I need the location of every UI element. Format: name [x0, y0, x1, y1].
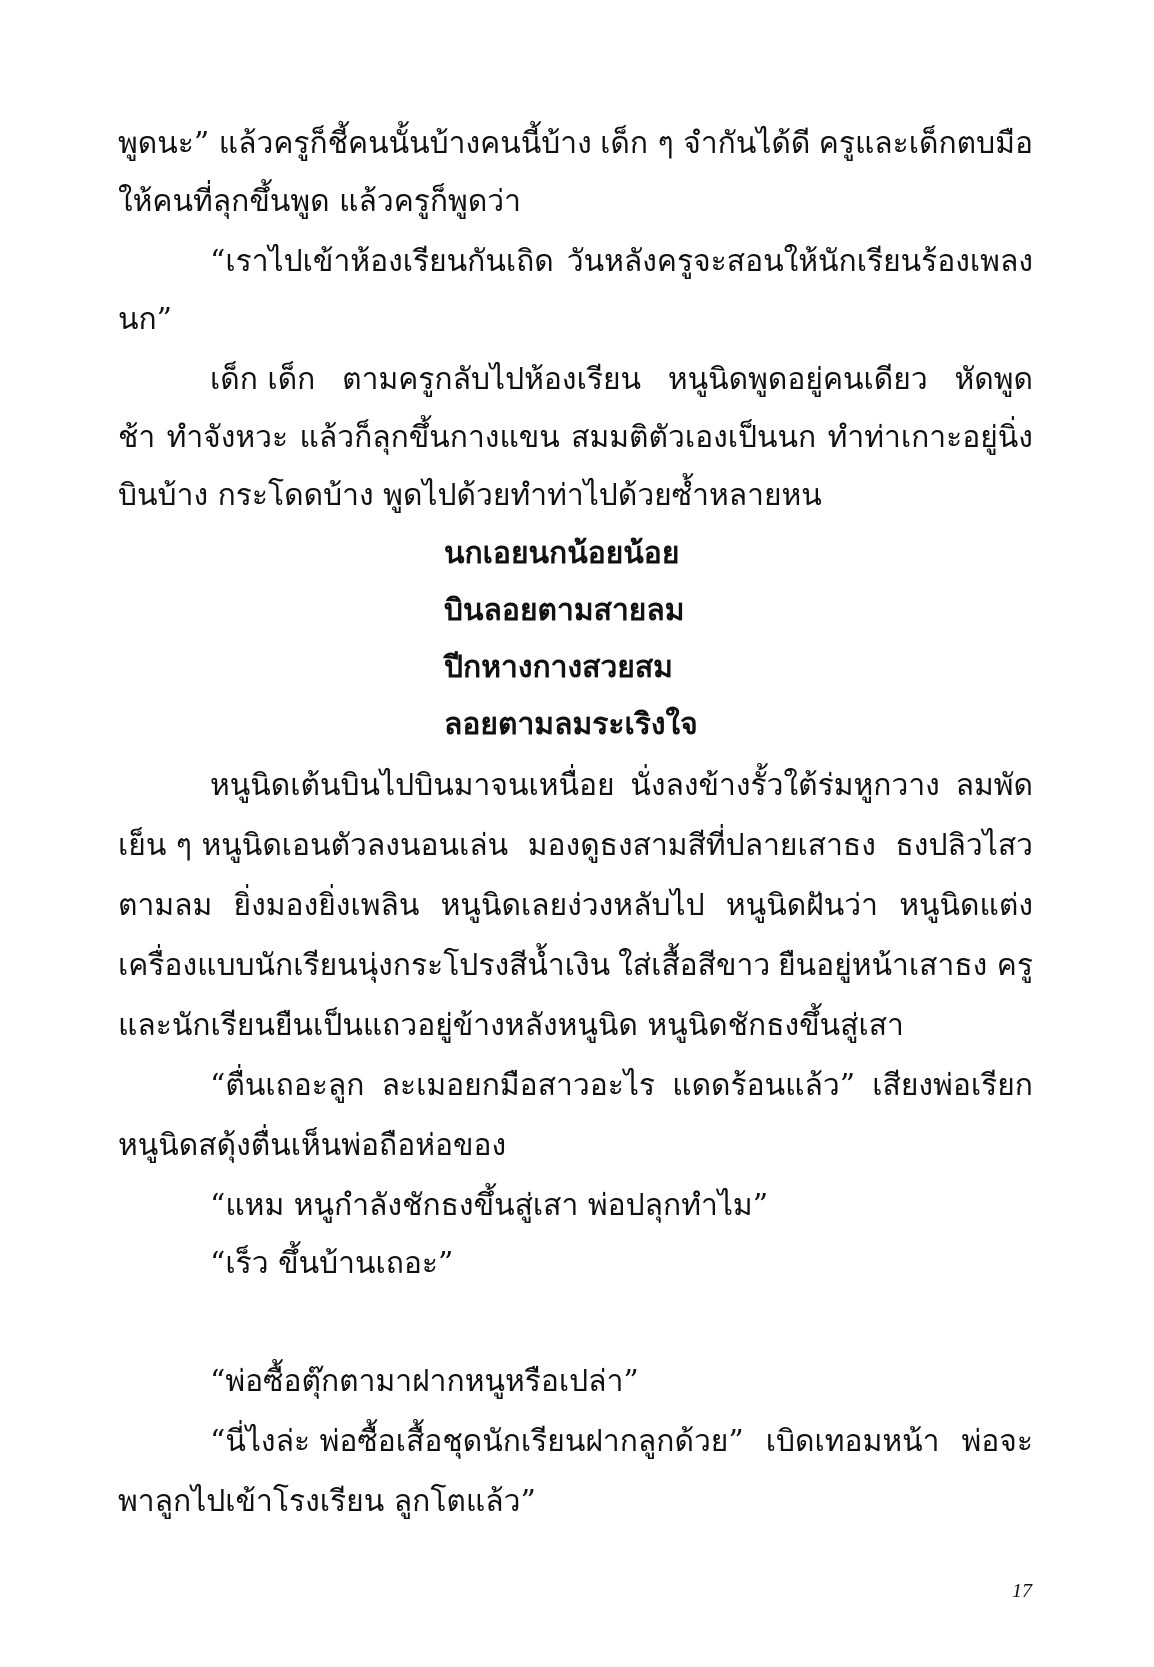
text-segment: หนูนิดฝันว่า	[725, 888, 878, 923]
paragraph-1-line-2: ให้คนที่ลุกขึ้นพูด แล้วครูก็พูดว่า	[118, 184, 521, 219]
text-segment: พูดนะ” แล้วครูก็ชี้คนนั้นบ้างคนนี้บ้าง	[118, 126, 592, 161]
text-segment: หนูนิดแต่ง	[899, 888, 1033, 923]
paragraph-4-line-5: และนักเรียนยืนเป็นแถวอยู่ข้างหลังหนูนิด หนูนิดชักธงขึ้นสู่เสา	[118, 1008, 904, 1043]
text-segment: ทำท่าเกาะอยู่นิ่ง	[827, 420, 1033, 455]
paragraph-6-line-2: พาลูกไปเข้าโรงเรียน ลูกโตแล้ว”	[118, 1484, 536, 1519]
paragraph-4-line-4	[118, 944, 1033, 988]
dialogue-line-2: “เร็ว ขึ้นบ้านเถอะ”	[210, 1246, 454, 1281]
text-segment: ยืนอยู่หน้าเสาธง ครู	[778, 948, 1033, 983]
verse-line-2: บินลอยตามสายลม	[444, 593, 685, 628]
text-segment: ตามครูกลับไปห้องเรียน	[342, 362, 642, 397]
paragraph-3-line-1	[210, 358, 1033, 402]
text-segment: แดดร้อนแล้ว”	[672, 1068, 856, 1103]
paragraph-4-line-2	[118, 824, 1033, 868]
text-segment: พ่อจะ	[961, 1424, 1033, 1459]
text-segment: หนูนิดเลยง่วงหลับไป	[440, 888, 705, 923]
paragraph-4-line-3	[118, 884, 1033, 928]
verse-line-4: ลอยตามลมระเริงใจ	[444, 707, 698, 742]
text-segment: เย็น ๆ หนูนิดเอนตัวลงนอนเล่น	[118, 828, 509, 863]
text-segment: ธงปลิวไสว	[895, 828, 1033, 863]
dialogue-line-3: “พ่อซื้อตุ๊กตามาฝากหนูหรือเปล่า”	[210, 1364, 639, 1399]
text-segment: หนูนิดเต้นบินไปบินมาจนเหนื่อย	[210, 768, 615, 803]
text-segment: “เราไปเข้าห้องเรียนกันเถิด	[210, 244, 554, 279]
paragraph-2-line-1	[210, 240, 1033, 284]
text-segment: เสียงพ่อเรียก	[872, 1068, 1033, 1103]
verse-line-3: ปีกหางกางสวยสม	[444, 650, 673, 685]
text-segment: ยิ่งมองยิ่งเพลิน	[233, 888, 420, 923]
text-segment: นั่งลงข้างรั้วใต้ร่มหูกวาง	[630, 768, 940, 803]
paragraph-5-line-2: หนูนิดสดุ้งตื่นเห็นพ่อถือห่อของ	[118, 1128, 507, 1163]
text-segment: “ตื่นเถอะลูก	[210, 1068, 365, 1103]
text-segment: วันหลังครูจะสอนให้นักเรียนร้องเพลง	[566, 244, 1033, 279]
text-segment: เบิดเทอมหน้า	[765, 1424, 940, 1459]
text-segment: เด็ก เด็ก	[210, 362, 316, 397]
text-segment: หนูนิดพูดอยู่คนเดียว	[667, 362, 928, 397]
text-segment: ใส่เสื้อสีขาว	[618, 948, 771, 983]
paragraph-5-line-1	[210, 1064, 1033, 1108]
page-number: 17	[1012, 1580, 1032, 1602]
text-segment: “นี่ไงล่ะ พ่อซื้อเสื้อชุดนักเรียนฝากลูกด้วย”	[210, 1424, 744, 1459]
paragraph-3-line-2	[118, 416, 1033, 460]
text-segment: เครื่องแบบนักเรียนนุ่งกระโปรงสีน้ำเงิน	[118, 948, 611, 983]
text-segment: แล้วก็ลุกขึ้นกางแขน	[299, 420, 560, 455]
paragraph-2-line-2: นก”	[118, 302, 173, 337]
dialogue-line-1: “แหม หนูกำลังชักธงขึ้นสู่เสา พ่อปลุกทำไม”	[210, 1188, 769, 1223]
text-segment: ทำจังหวะ	[166, 420, 289, 455]
text-segment: เด็ก ๆ จำกันได้ดี	[600, 126, 811, 161]
text-segment: ลมพัด	[955, 768, 1033, 803]
paragraph-1-line-1	[118, 122, 1033, 166]
verse-line-1: นกเอยนกน้อยน้อย	[444, 536, 680, 571]
text-segment: สมมติตัวเองเป็นนก	[571, 420, 817, 455]
text-segment: ช้า	[118, 420, 156, 455]
text-segment: มองดูธงสามสีที่ปลายเสาธง	[527, 828, 876, 863]
text-segment: ละเมอยกมือสาวอะไร	[381, 1068, 656, 1103]
text-segment: ตามลม	[118, 888, 213, 923]
paragraph-6-line-1	[210, 1420, 1033, 1464]
paragraph-3-line-3: บินบ้าง กระโดดบ้าง พูดไปด้วยทำท่าไปด้วยซ้ำหลายหน	[118, 478, 822, 513]
paragraph-4-line-1	[210, 764, 1033, 808]
text-segment: ครูและเด็กตบมือ	[818, 126, 1033, 161]
text-segment: หัดพูด	[954, 362, 1033, 397]
